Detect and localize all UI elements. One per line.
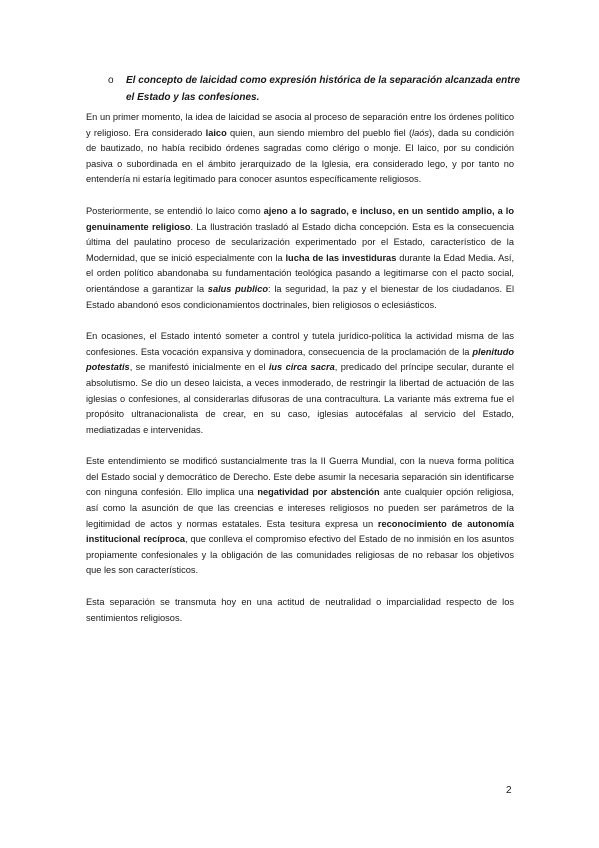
bold-italic-term: salus publico bbox=[207, 283, 269, 294]
paragraph-4 bbox=[86, 454, 514, 579]
paragraph-text: durante la Edad Media. Así, el orden político abandonaba su fundamentación teológica pasando a legitimarse con el pacto social, orientándose a garantizar la bbox=[86, 252, 515, 294]
paragraph-3 bbox=[86, 329, 514, 438]
paragraph-text: , que conlleva el compromiso efectivo del Estado de no inmisión en los asuntos propiamente confesionales y la obligación de las comunidades religiosas de no rebasar los objetivos que les son característicos. bbox=[86, 534, 514, 576]
paragraph-5 bbox=[86, 595, 514, 626]
paragraph-text: Posteriormente, se entendió lo laico como bbox=[86, 205, 264, 216]
paragraph-text: . La Ilustración trasladó al Estado dicha concepción. Esta es la consecuencia última del paulatino proceso de secularización experimentado por el Estado, característico de la Modernidad, que se inició especialmente con la bbox=[86, 221, 514, 263]
paragraph-1 bbox=[86, 110, 514, 188]
bold-term: ajeno a lo sagrado, e incluso, en un sentido amplio, a lo genuinamente religioso bbox=[86, 205, 514, 232]
section-heading-text: El concepto de laicidad como expresión histórica de la separación alcanzada entre el Estado y las confesiones. bbox=[126, 75, 521, 103]
paragraph-text: En ocasiones, el Estado intentó someter a control y tutela jurídico-política la actividad misma de las confesiones. Esta vocación expansiva y dominadora, consecuencia de la proclamación de la bbox=[86, 331, 514, 357]
paragraph-text: ante cualquier opción religiosa, así como la asunción de que las creencias e intereses religiosos no pueden ser parámetros de la legitimidad de actos y normas estatales. Esta tesitura expresa un bbox=[86, 487, 514, 529]
bold-italic-term: plenitudo potestatis bbox=[86, 346, 514, 373]
paragraph-2 bbox=[86, 204, 514, 313]
paragraph-text: , predicado del príncipe secular, durante el absolutismo. Se dio un deseo laicista, a veces inmoderado, de restringir la libertad de actuación de las iglesias o confesiones, al considerarlas difusoras de una contracultura. La variante más extrema fue el propósito ultranacionalista de crear, en su caso, iglesias autocéfalas al servicio del Estado, mediatizadas e intervenidas. bbox=[86, 362, 514, 435]
paragraph-text: En un primer momento, la idea de laicidad se asocia al proceso de separación entre los órdenes político y religioso. Era considerado bbox=[86, 112, 514, 138]
bold-term: laico bbox=[205, 127, 227, 138]
paragraph-text: , se manifestó inicialmente en el bbox=[129, 362, 269, 373]
bold-term: lucha de las investiduras bbox=[285, 252, 397, 263]
paragraph-text: Esta separación se transmuta hoy en una actitud de neutralidad o imparcialidad respecto de los sentimientos religiosos. bbox=[86, 597, 514, 623]
bold-term: reconocimiento de autonomía institucional recíproca bbox=[86, 518, 514, 545]
paragraph-text: quien, aun siendo miembro del pueblo fiel ( bbox=[226, 127, 413, 138]
page-number: 2 bbox=[506, 785, 512, 796]
italic-term: laós bbox=[412, 127, 430, 138]
bold-italic-term: ius circa sacra bbox=[268, 362, 335, 373]
paragraph-text: ), dada su condición de bautizado, no había recibido órdenes sagradas como clérigo o monje. El laico, por su condición pasiva o subordinada en el ámbito jerarquizado de la Iglesia, era considerado lego, y por tanto no entendería ni estaría legitimado para conocer asuntos específicamente religiosos. bbox=[86, 127, 514, 185]
paragraph-text: : la seguridad, la paz y el bienestar de los ciudadanos. El Estado abandonó esos condicionamientos doctrinales, bien religiosos o eclesiásticos. bbox=[86, 283, 515, 310]
paragraph-text: Este entendimiento se modificó sustancialmente tras la II Guerra Mundial, con la nueva forma política del Estado social y democrático de Derecho. Este debe asumir la necesaria separación sin identificarse con ninguna confesión. Ello implica una bbox=[86, 456, 514, 498]
document-body bbox=[86, 110, 514, 642]
section-heading bbox=[108, 72, 522, 106]
bullet-icon: o bbox=[108, 75, 114, 86]
bold-term: negatividad por abstención bbox=[257, 487, 380, 498]
